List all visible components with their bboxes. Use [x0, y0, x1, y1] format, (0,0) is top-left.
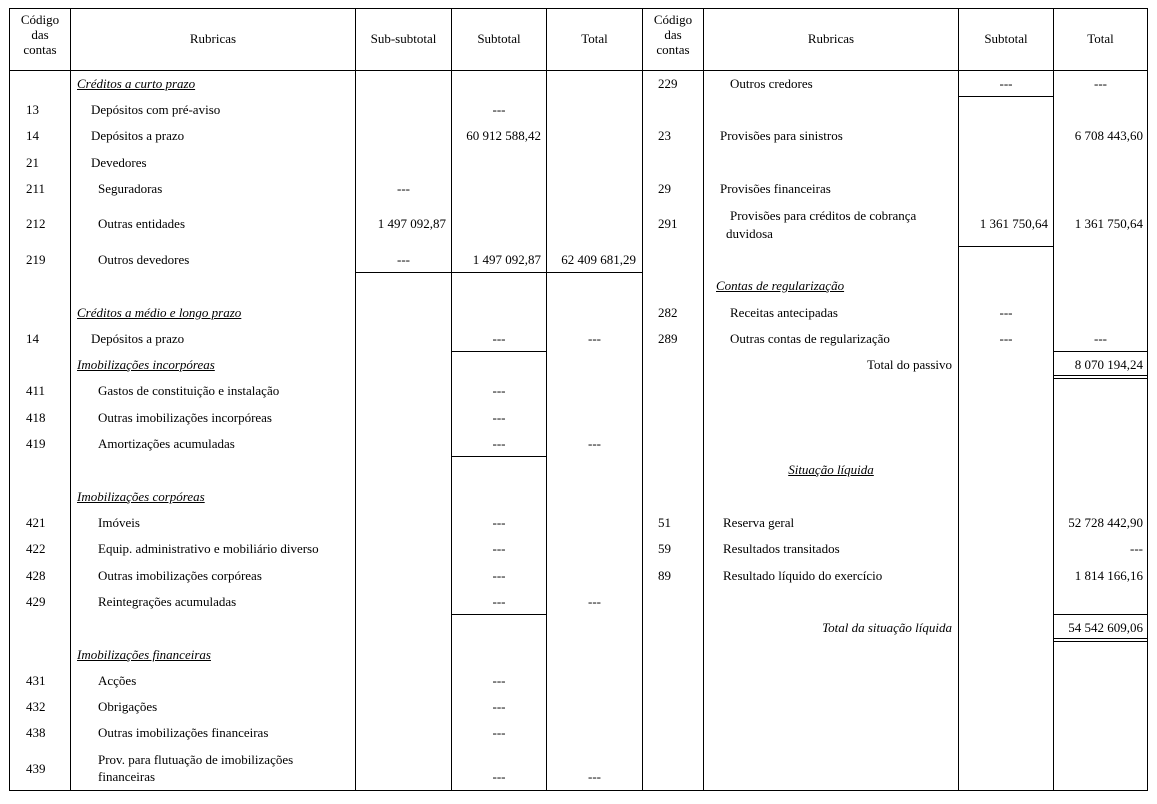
category-heading: Imobilizações financeiras: [77, 647, 211, 662]
account-code: 289: [658, 331, 678, 346]
account-label: Amortizações acumuladas: [98, 436, 235, 451]
account-code: 59: [658, 541, 671, 556]
subtotal-value: ---: [492, 410, 506, 425]
total-value: 1 361 750,64: [1074, 216, 1143, 231]
account-label: Devedores: [91, 155, 147, 170]
account-code: 411: [26, 383, 46, 398]
total-situacao-label: Total da situação líquida: [822, 620, 952, 635]
account-label: Prov. para flutuação de imobilizações: [98, 752, 294, 767]
header-subtotal: Subtotal: [477, 31, 521, 46]
header-codigo-line: contas: [656, 42, 690, 57]
col-divider: [703, 8, 704, 790]
total-passivo-label: Total do passivo: [866, 357, 952, 372]
subtotal-rule: [355, 272, 642, 273]
sub-subtotal-value: ---: [397, 252, 410, 267]
subtotal-value: ---: [999, 76, 1013, 91]
account-code: 51: [658, 515, 671, 530]
col-divider: [958, 8, 959, 790]
account-label: Outras contas de regularização: [730, 331, 890, 346]
account-label: Provisões para créditos de cobrança: [730, 208, 917, 223]
total-rule: [1053, 351, 1147, 352]
account-label: Equip. administrativo e mobiliário diverso: [98, 541, 319, 556]
account-code: 419: [26, 436, 46, 451]
header-codigo-line: Código: [20, 12, 60, 27]
total-value: ---: [588, 769, 601, 784]
account-label: duvidosa: [726, 226, 773, 241]
account-code: 421: [26, 515, 46, 530]
total-double-rule: [1053, 641, 1147, 642]
subtotal-value: ---: [999, 305, 1013, 320]
total-value: ---: [588, 436, 601, 451]
total-double-rule: [1053, 378, 1147, 379]
account-code: 89: [658, 568, 671, 583]
total-passivo-value: 8 070 194,24: [1074, 357, 1143, 372]
header-sub-subtotal: Sub-subtotal: [370, 31, 437, 46]
account-label: Resultado líquido do exercício: [723, 568, 883, 583]
header-rubricas: Rubricas: [807, 31, 855, 46]
subtotal-value: ---: [492, 436, 506, 451]
total-value: ---: [1094, 331, 1107, 346]
account-code: 29: [658, 181, 671, 196]
total-value: ---: [1130, 541, 1143, 556]
account-code: 432: [26, 699, 46, 714]
account-code: 229: [658, 76, 678, 91]
col-divider: [642, 8, 643, 790]
col-divider: [1053, 8, 1054, 790]
total-value: 62 409 681,29: [561, 252, 636, 267]
total-value: ---: [588, 331, 601, 346]
total-value: ---: [588, 594, 601, 609]
header-codigo-line: contas: [23, 42, 57, 57]
subtotal-value: ---: [492, 541, 506, 556]
account-code: 282: [658, 305, 678, 320]
category-heading: Contas de regularização: [716, 278, 845, 293]
subtotal-rule: [451, 614, 546, 615]
header-rubricas: Rubricas: [189, 31, 237, 46]
category-heading: Imobilizações incorpóreas: [77, 357, 215, 372]
total-value: 1 814 166,16: [1074, 568, 1143, 583]
subtotal-value: ---: [492, 673, 506, 688]
subtotal-value: 1 497 092,87: [472, 252, 541, 267]
account-label: Gastos de constituição e instalação: [98, 383, 280, 398]
account-label: Provisões para sinistros: [720, 128, 843, 143]
header-codigo: [643, 12, 703, 57]
account-label: Depósitos a prazo: [91, 128, 185, 143]
account-code: 429: [26, 594, 46, 609]
col-divider: [70, 8, 71, 790]
account-code: 431: [26, 673, 46, 688]
header-codigo: [10, 12, 70, 57]
section-heading: Situação líquida: [788, 462, 874, 477]
header-codigo-line: Código: [653, 12, 693, 27]
total-rule: [1053, 614, 1147, 615]
total-value: ---: [1094, 76, 1107, 91]
frame-top-line: [9, 8, 1148, 9]
subtotal-value: ---: [492, 699, 506, 714]
col-divider: [355, 8, 356, 790]
frame-left-line: [9, 8, 10, 790]
account-label: Outras imobilizações corpóreas: [98, 568, 262, 583]
account-code: 219: [26, 252, 46, 267]
subtotal-value: ---: [492, 331, 506, 346]
account-label: Imóveis: [98, 515, 140, 530]
subtotal-rule: [451, 456, 546, 457]
account-code: 13: [26, 102, 39, 117]
header-subtotal: Subtotal: [984, 31, 1028, 46]
account-code: 422: [26, 541, 46, 556]
category-heading: Créditos a médio e longo prazo: [77, 305, 242, 320]
subtotal-value: ---: [492, 725, 506, 740]
header-separator: [9, 70, 1148, 71]
account-code: 14: [26, 331, 39, 346]
subtotal-rule: [958, 246, 1053, 247]
account-code: 23: [658, 128, 671, 143]
account-code: 438: [26, 725, 46, 740]
account-label: financeiras: [98, 769, 156, 784]
subtotal-rule: [451, 351, 546, 352]
account-label: Outras entidades: [98, 216, 186, 231]
subtotal-value: ---: [492, 568, 506, 583]
subtotal-value: ---: [492, 102, 506, 117]
sub-subtotal-value: ---: [397, 181, 410, 196]
account-label: Outras imobilizações financeiras: [98, 725, 269, 740]
subtotal-value: ---: [492, 515, 506, 530]
subtotal-value: ---: [492, 383, 506, 398]
category-heading: Imobilizações corpóreas: [77, 489, 205, 504]
category-heading: Créditos a curto prazo: [77, 76, 196, 91]
header-codigo-line: das: [664, 27, 682, 42]
account-label: Reintegrações acumuladas: [98, 594, 237, 609]
account-label: Outras imobilizações incorpóreas: [98, 410, 272, 425]
account-code: 439: [26, 761, 46, 776]
account-label: Reserva geral: [723, 515, 795, 530]
account-label: Depósitos com pré-aviso: [91, 102, 221, 117]
account-code: 21: [26, 155, 39, 170]
total-double-rule: [1053, 375, 1147, 376]
col-divider: [546, 8, 547, 790]
frame-right-line: [1147, 8, 1148, 790]
account-label: Seguradoras: [98, 181, 163, 196]
subtotal-value: ---: [492, 769, 506, 784]
account-code: 291: [658, 216, 678, 231]
account-code: 428: [26, 568, 46, 583]
account-code: 418: [26, 410, 46, 425]
header-total: Total: [581, 31, 608, 46]
total-value: 52 728 442,90: [1068, 515, 1143, 530]
account-label: Depósitos a prazo: [91, 331, 185, 346]
account-code: 212: [26, 216, 46, 231]
account-label: Outros devedores: [98, 252, 190, 267]
header-total: Total: [1087, 31, 1114, 46]
frame-bottom-line: [9, 790, 1148, 791]
subtotal-value: ---: [999, 331, 1013, 346]
account-code: 211: [26, 181, 46, 196]
account-code: 14: [26, 128, 39, 143]
subtotal-value: 1 361 750,64: [979, 216, 1048, 231]
subtotal-rule: [958, 96, 1053, 97]
sub-subtotal-value: 1 497 092,87: [377, 216, 446, 231]
account-label: Obrigações: [98, 699, 158, 714]
subtotal-value: 60 912 588,42: [466, 128, 541, 143]
total-value: 6 708 443,60: [1074, 128, 1143, 143]
subtotal-value: ---: [492, 594, 506, 609]
account-label: Outros credores: [730, 76, 813, 91]
total-double-rule: [1053, 638, 1147, 639]
account-label: Acções: [98, 673, 137, 688]
account-label: Provisões financeiras: [720, 181, 831, 196]
total-situacao-value: 54 542 609,06: [1068, 620, 1143, 635]
header-codigo-line: das: [31, 27, 49, 42]
account-label: Resultados transitados: [723, 541, 840, 556]
account-label: Receitas antecipadas: [730, 305, 838, 320]
